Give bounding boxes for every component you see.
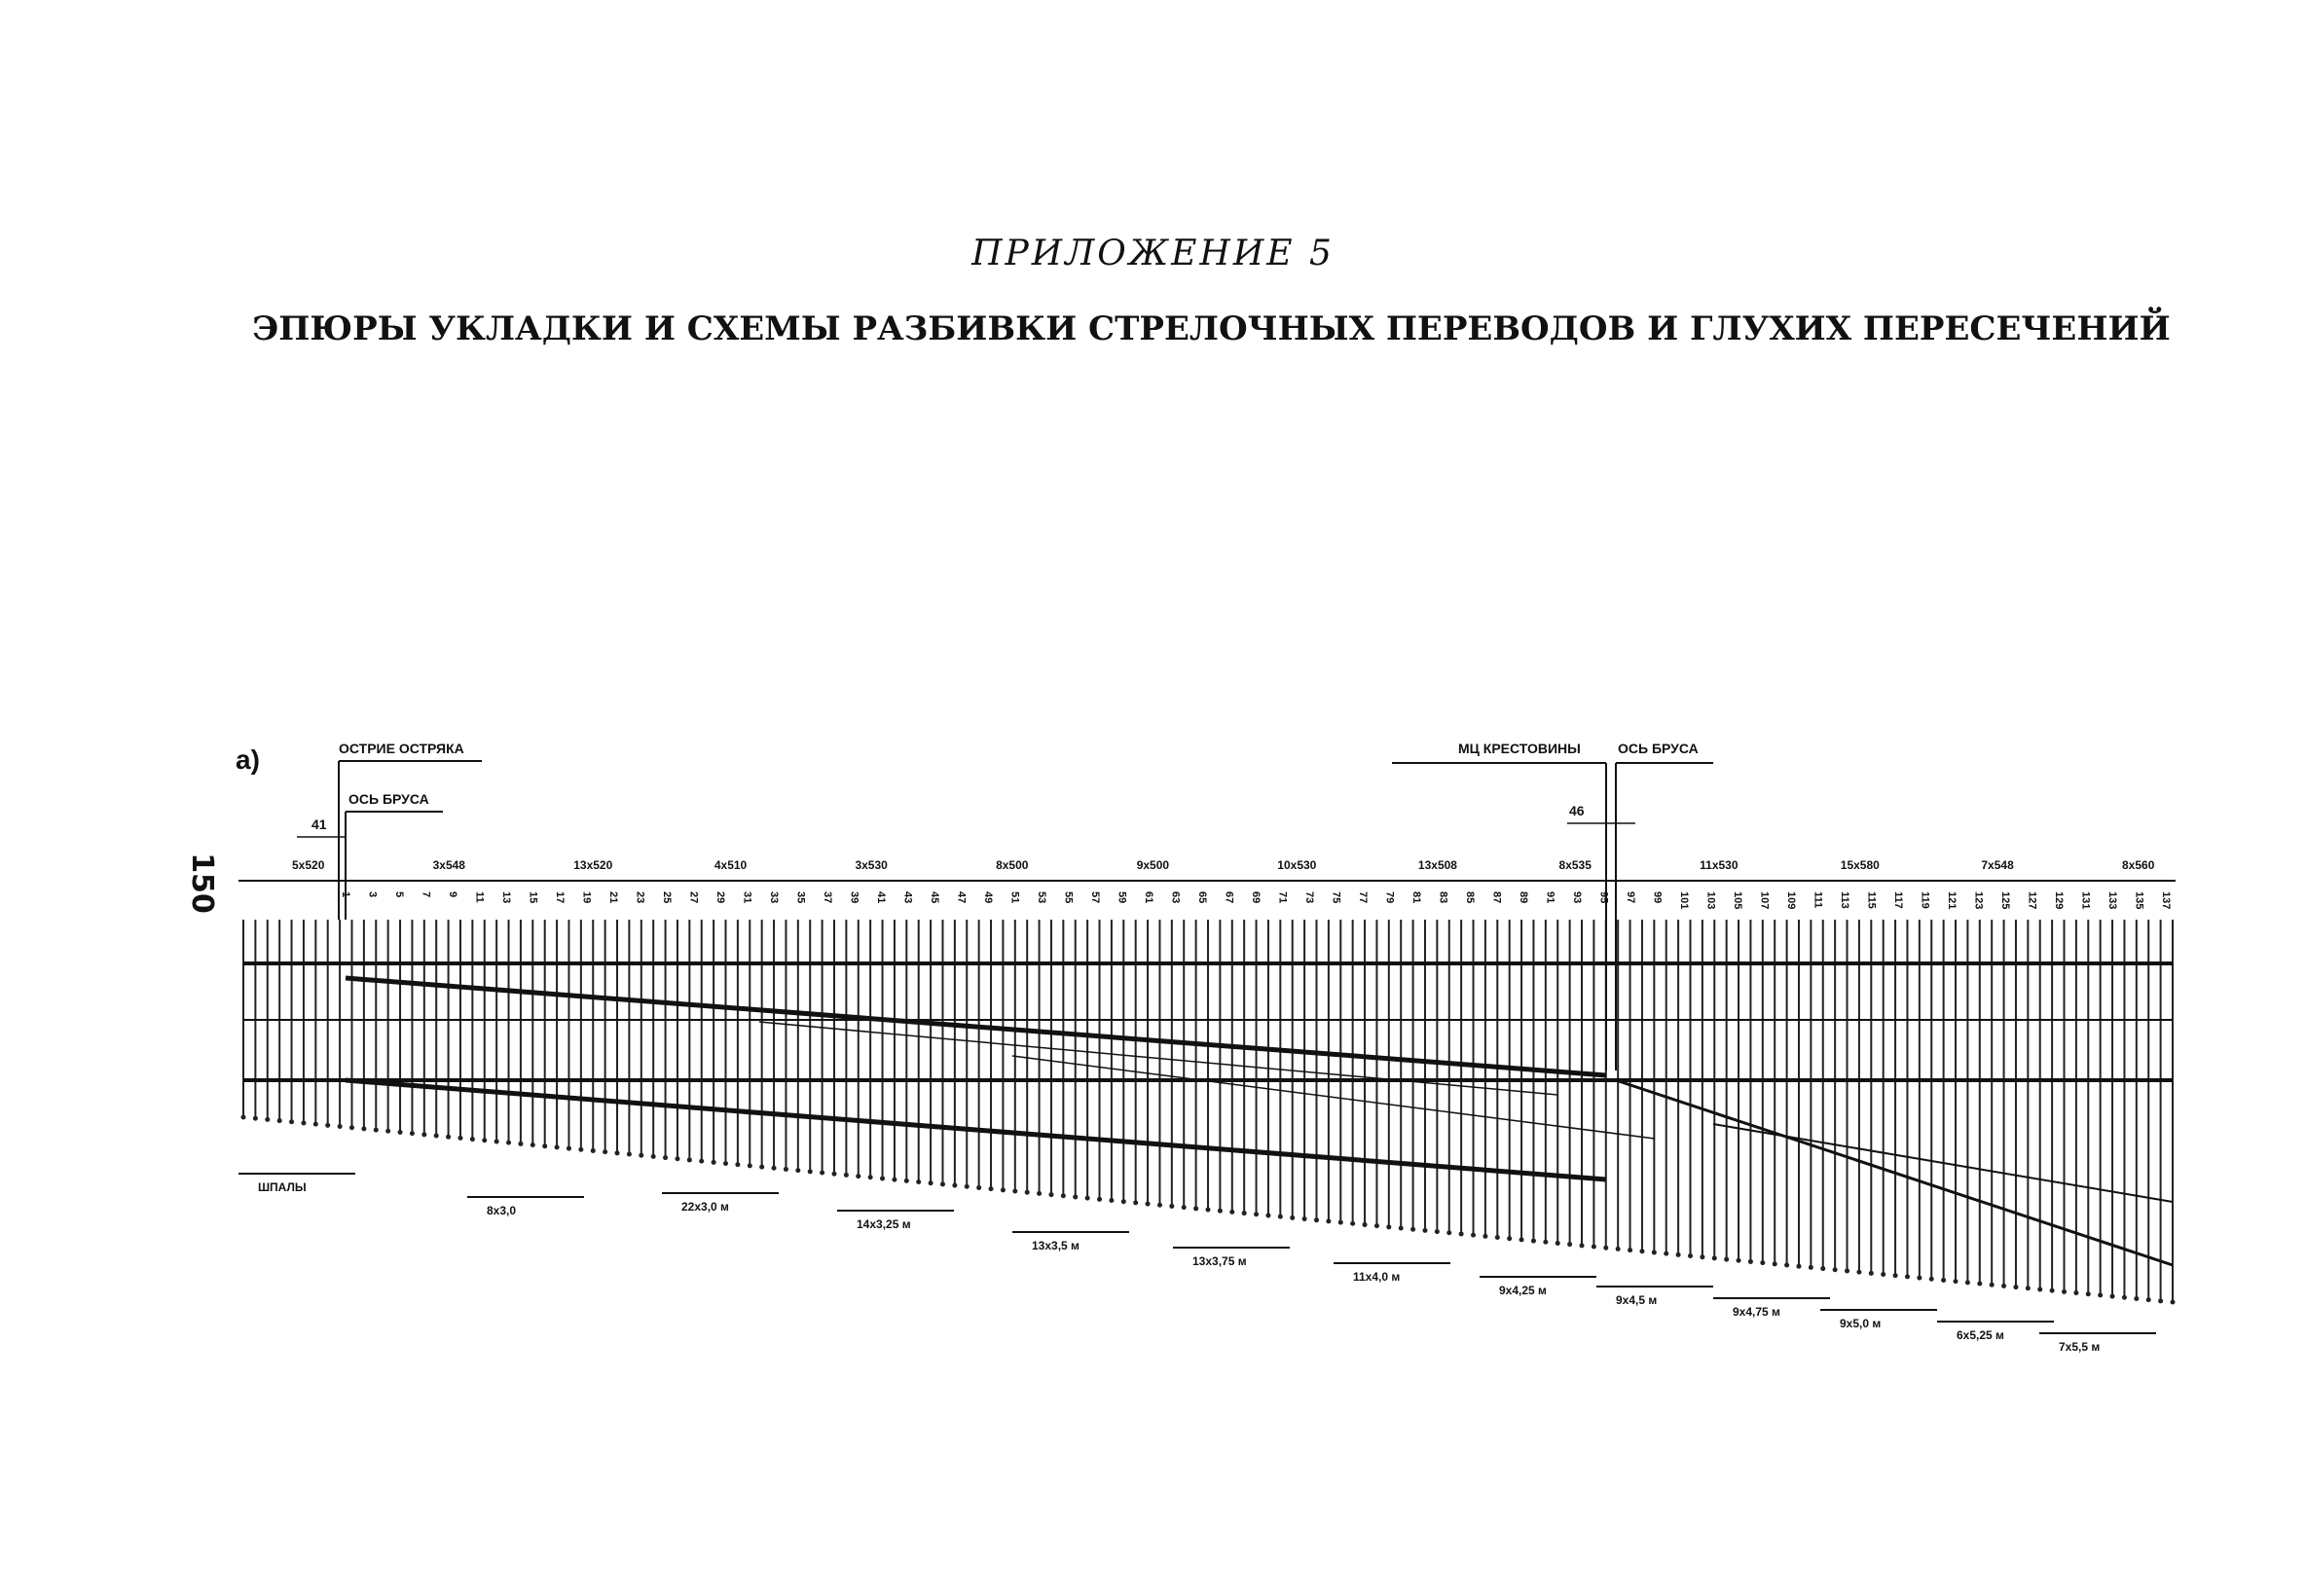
timber-end [1869,1271,1874,1276]
sleeper-number: 121 [1946,891,1958,910]
sleeper-number: 91 [1544,891,1556,904]
timber-end [338,1124,343,1129]
sleeper-number: 49 [982,891,994,904]
timber-end [277,1118,282,1123]
timber-end [1543,1240,1548,1245]
sleeper-number: 105 [1732,891,1743,910]
sleeper-number: 29 [714,891,726,904]
timber-end [1229,1210,1234,1215]
timber-end [892,1178,897,1182]
timber-end [1085,1196,1090,1201]
spacing-group-label: 11x530 [1700,858,1739,872]
timber-end [1965,1280,1970,1285]
bottom-group-label: 13x3,5 м [1032,1239,1080,1252]
timber-end [2110,1294,2115,1299]
diagram-annotations [236,741,2176,1070]
timber-end [1182,1205,1187,1210]
sleeper-number: 17 [554,891,566,904]
timber-end [265,1117,270,1122]
sleeper-number: 7 [420,891,432,898]
timber-end [929,1180,933,1185]
spacing-group-label: 5x520 [292,858,325,872]
timber-end [2171,1300,2176,1305]
timber-end [531,1143,535,1147]
timber-end [2146,1297,2151,1302]
timber-end [301,1120,306,1125]
timber-end [1399,1226,1404,1231]
spacing-group-label: 9x500 [1136,858,1170,872]
timber-end [2062,1289,2067,1294]
timber-end [1833,1267,1838,1272]
timber-end [940,1181,945,1186]
bottom-group-label: 9x4,25 м [1499,1284,1547,1297]
timber-end [1290,1215,1295,1220]
spacing-group-label: 13x508 [1417,858,1457,872]
timber-end [542,1143,547,1148]
timber-end [1121,1199,1126,1204]
timber-end [1628,1248,1632,1252]
timber-end [1302,1216,1307,1221]
timber-end [1845,1268,1849,1273]
timber-end [1603,1246,1608,1251]
timber-end [2134,1296,2139,1301]
timber-end [1338,1220,1343,1225]
timber-end [1941,1278,1946,1283]
sleeper-number: 107 [1758,891,1771,910]
sleeper-number: 103 [1704,891,1717,910]
timber-end [1350,1221,1355,1226]
timber-end [1567,1242,1572,1247]
timber-end [1929,1277,1934,1282]
sleeper-number: 119 [1919,891,1931,909]
timber-end [723,1161,728,1166]
timber-end [2158,1298,2163,1303]
timber-axis-right-label: ОСЬ БРУСА [1618,741,1699,756]
timber-end [2086,1291,2091,1296]
sleeper-number: 45 [929,891,940,904]
timber-end [1917,1276,1922,1281]
sleeper-number: 81 [1410,891,1422,904]
timber-end [1061,1193,1066,1198]
sleeper-number: 85 [1464,891,1476,904]
timber-end [1278,1215,1283,1219]
dim-right: 46 [1569,803,1585,818]
timber-end [735,1162,740,1167]
timber-end [663,1155,668,1160]
timber-end [904,1179,909,1183]
timber-end [1314,1217,1319,1222]
timber-end [1265,1213,1270,1217]
timber-end [1374,1223,1379,1228]
sleeper-number: 39 [848,891,860,904]
timber-end [856,1174,860,1179]
timber-end [567,1146,571,1151]
timber-end [784,1167,788,1172]
timber-end [772,1166,777,1171]
timber-end [2073,1290,2078,1295]
bottom-group-labels [238,1174,2156,1354]
timber-end [1664,1251,1668,1256]
timber-end [675,1156,679,1161]
timber-end [1242,1211,1247,1215]
timber-end [1446,1230,1451,1235]
sleeper-number: 1 [340,891,351,898]
sleeper-number: 131 [2079,891,2092,910]
sleeper-number: 89 [1518,891,1529,904]
timber-end [253,1116,258,1121]
timber-end [482,1138,487,1143]
timber-end [398,1130,403,1135]
timber-end [591,1148,596,1153]
sleeper-number: 69 [1250,891,1262,904]
bottom-group-label: 9x5,0 м [1840,1317,1882,1330]
timber-end [470,1137,475,1142]
timber-end [1905,1274,1910,1279]
timber-end [1531,1239,1536,1244]
timber-end [434,1134,439,1139]
timber-end [1482,1234,1487,1239]
sleeper-number: 41 [875,891,887,904]
sleeper-number: 137 [2160,891,2172,910]
sleeper-number: 63 [1169,891,1182,904]
sleeper-number: 65 [1196,891,1208,904]
timber-end [1459,1231,1464,1236]
timber-end [1881,1272,1885,1277]
timber-end [1712,1255,1717,1260]
timber-end [361,1126,366,1131]
sleeper-number: 75 [1330,891,1342,904]
sleeper-numbers [340,891,2172,909]
timber-end [1495,1235,1500,1240]
sleeper-number: 127 [2026,891,2038,910]
timber-end [2098,1292,2103,1297]
timber-end [1507,1236,1512,1241]
sleeper-number: 117 [1892,891,1904,909]
sleeper-number: 83 [1437,891,1449,904]
timber-end [627,1152,632,1157]
timber-end [808,1169,813,1174]
spacing-group-labels [292,858,2155,872]
timber-end [712,1160,716,1165]
timber-end [820,1171,824,1176]
timber-end [965,1184,970,1189]
timber-end [687,1157,692,1162]
spacing-group-label: 15x580 [1840,858,1880,872]
timber-end [1990,1283,1995,1288]
sleeper-number: 73 [1303,891,1315,904]
bottom-group-label: 13x3,75 м [1192,1254,1247,1268]
timber-end [989,1186,994,1191]
timber-end [1519,1237,1524,1242]
timber-end [639,1153,643,1158]
timber-end [2050,1288,2055,1293]
spacing-group-label: 4x510 [714,858,748,872]
timber-end [1386,1224,1391,1229]
bottom-group-label: 22x3,0 м [681,1200,729,1214]
sleeper-number: 101 [1678,891,1690,910]
timber-end [831,1172,836,1177]
sleeper-number: 31 [741,891,753,904]
timber-end [1254,1212,1259,1216]
timber-end [844,1173,849,1178]
spacing-group-label: 13x520 [573,858,613,872]
sleeper-number: 111 [1812,891,1824,909]
timber-end [1580,1243,1585,1248]
sleeper-number: 47 [955,891,968,904]
timber-end [1157,1203,1162,1208]
timber-end [1109,1198,1114,1203]
timber-end [349,1125,354,1130]
timber-end [1700,1254,1704,1259]
timber-end [1856,1270,1861,1275]
timber-end [868,1175,873,1179]
timber-end [1748,1259,1753,1264]
timber-end [1616,1247,1621,1251]
sleeper-number: 25 [661,891,673,904]
timber-end [374,1128,379,1133]
sleeper-number: 35 [794,891,807,904]
sleeper-number: 113 [1839,891,1850,909]
document-title: ЭПЮРЫ УКЛАДКИ И СХЕМЫ РАЗБИВКИ СТРЕЛОЧНЫХ ПЕРЕВОДОВ И ГЛУХИХ ПЕРЕСЕЧЕНИЙ [252,309,2171,348]
timber-end [1146,1202,1151,1207]
timber-end [289,1119,294,1124]
switch-point-label: ОСТРИЕ ОСТРЯКА [339,741,464,756]
sleeper-number: 109 [1785,891,1797,910]
sleeper-number: 5 [393,891,405,898]
dim-left: 41 [311,816,327,832]
sleeper-number: 13 [500,891,512,904]
frog-center-label: МЦ КРЕСТОВИНЫ [1458,741,1581,756]
timber-end [555,1144,560,1149]
rail [346,1080,1606,1179]
sleeper-number: 59 [1116,891,1128,904]
sleeper-number: 21 [607,891,619,904]
timber-end [1471,1233,1476,1238]
timber-end [1206,1208,1211,1213]
timber-end [1773,1261,1777,1266]
timber-end [1025,1190,1030,1195]
spacing-group-label: 8x500 [996,858,1029,872]
timber-end [1652,1250,1657,1254]
timber-end [1133,1200,1138,1205]
timber-end [615,1150,620,1155]
sleeper-number: 133 [2106,891,2118,910]
timber-end [1169,1204,1174,1209]
timber-end [1218,1209,1223,1214]
sleeper-number: 93 [1571,891,1583,904]
timber-end [1688,1253,1693,1258]
sleeper-number: 43 [901,891,914,904]
sleeper-number: 79 [1383,891,1396,904]
spacing-group-label: 3x530 [855,858,888,872]
bottom-group-label: 6x5,25 м [1957,1328,2004,1342]
sleeper-number: 19 [580,891,593,904]
sleeper-number: 9 [447,891,458,898]
timber-end [1784,1263,1789,1268]
sleeper-number: 53 [1036,891,1047,904]
timber-end [1001,1187,1006,1192]
timber-end [699,1159,704,1164]
variant-label: а) [236,744,260,775]
timber-end [1193,1206,1198,1211]
sleeper-number: 37 [822,891,833,904]
timber-end [880,1176,885,1180]
timber-end [1820,1266,1825,1271]
sleeper-number: 11 [473,891,486,903]
spacing-group-label: 10x530 [1277,858,1317,872]
bottom-group-label: 8x3,0 [487,1204,517,1217]
timber-end [385,1129,390,1134]
timber-end [1893,1273,1898,1278]
sleeper-number: 87 [1490,891,1503,904]
sleeper-number: 51 [1008,891,1021,904]
sleeper-number: 77 [1357,891,1369,904]
timber-end [1724,1257,1729,1262]
sleeper-number: 23 [634,891,646,904]
timber-end [1954,1279,1958,1284]
sleeper-number: 71 [1276,891,1289,904]
bottom-group-label: 14x3,25 м [857,1217,911,1231]
timber-end [446,1135,451,1140]
timber-end [1326,1218,1331,1223]
spacing-group-label: 8x535 [1558,858,1592,872]
spacing-group-label: 3x548 [432,858,465,872]
bottom-group-label: ШПАЛЫ [258,1180,307,1194]
timber-end [1977,1282,1982,1287]
timber-end [1012,1189,1017,1194]
timber-end [410,1131,415,1136]
spacing-group-label: 7x548 [1981,858,2014,872]
timber-end [1676,1252,1681,1257]
timber-end [325,1123,330,1128]
bottom-group-label: 7x5,5 м [2059,1340,2101,1354]
timber-end [651,1154,656,1159]
timber-end [603,1149,607,1154]
timber-end [2001,1284,2006,1288]
timber-end [578,1147,583,1152]
sleeper-number: 135 [2133,891,2145,910]
sleeper-number: 97 [1625,891,1636,904]
sleeper-number: 3 [366,891,379,898]
timber-end [494,1139,499,1143]
timber-end [458,1136,462,1141]
timber-end [1410,1227,1415,1232]
timber-end [518,1142,523,1146]
timber-end [1097,1197,1102,1202]
timber-end [1809,1265,1813,1270]
timber-end [976,1185,981,1190]
sleeper-number: 61 [1143,891,1154,904]
sleeper-number: 15 [527,891,539,904]
timber-end [2122,1295,2127,1300]
timber-end [1760,1260,1765,1265]
sleeper-number: 123 [1972,891,1985,910]
bottom-group-label: 11x4,0 м [1353,1270,1401,1284]
timber-end [1639,1249,1644,1253]
timber-end [916,1179,921,1184]
appendix-heading: ПРИЛОЖЕНИЕ 5 [971,234,1335,273]
timber-end [2037,1287,2042,1291]
page-number: 150 [184,852,219,914]
sleeper-number: 129 [2053,891,2065,910]
rail [346,978,1606,1075]
sleeper-number: 55 [1062,891,1075,904]
timber-end [313,1122,318,1127]
timber-end [952,1183,957,1188]
sleeper-number: 33 [768,891,780,904]
timber-end [759,1165,764,1170]
timber-axis-left-label: ОСЬ БРУСА [348,791,429,807]
sleeper-number: 99 [1651,891,1664,904]
timber-end [795,1168,800,1173]
timber-end [2013,1285,2018,1289]
timber-end [1073,1194,1078,1199]
timber-end [1556,1241,1560,1246]
timber-end [1048,1192,1053,1197]
timber-end [1037,1191,1042,1196]
timber-end [1363,1222,1368,1227]
timber-end [1422,1228,1427,1233]
bottom-group-label: 9x4,5 м [1616,1293,1658,1307]
sleeper-number: 95 [1597,891,1610,904]
sleeper-number: 27 [687,891,700,904]
timber-end [2026,1286,2031,1290]
timber-end [506,1141,511,1145]
sleeper-number: 115 [1865,891,1878,909]
timber-end [421,1132,426,1137]
timber-end [1737,1258,1741,1263]
sleeper-number: 67 [1223,891,1235,904]
timber-end [1796,1264,1801,1269]
sleeper-number: 57 [1089,891,1101,904]
timber-end [241,1115,246,1120]
timber-end [1435,1229,1440,1234]
timber-end [1592,1245,1596,1250]
bottom-group-label: 9x4,75 м [1733,1305,1780,1319]
timber-end [748,1163,752,1168]
sleeper-number: 125 [1999,891,2011,910]
spacing-group-label: 8x560 [2122,858,2155,872]
